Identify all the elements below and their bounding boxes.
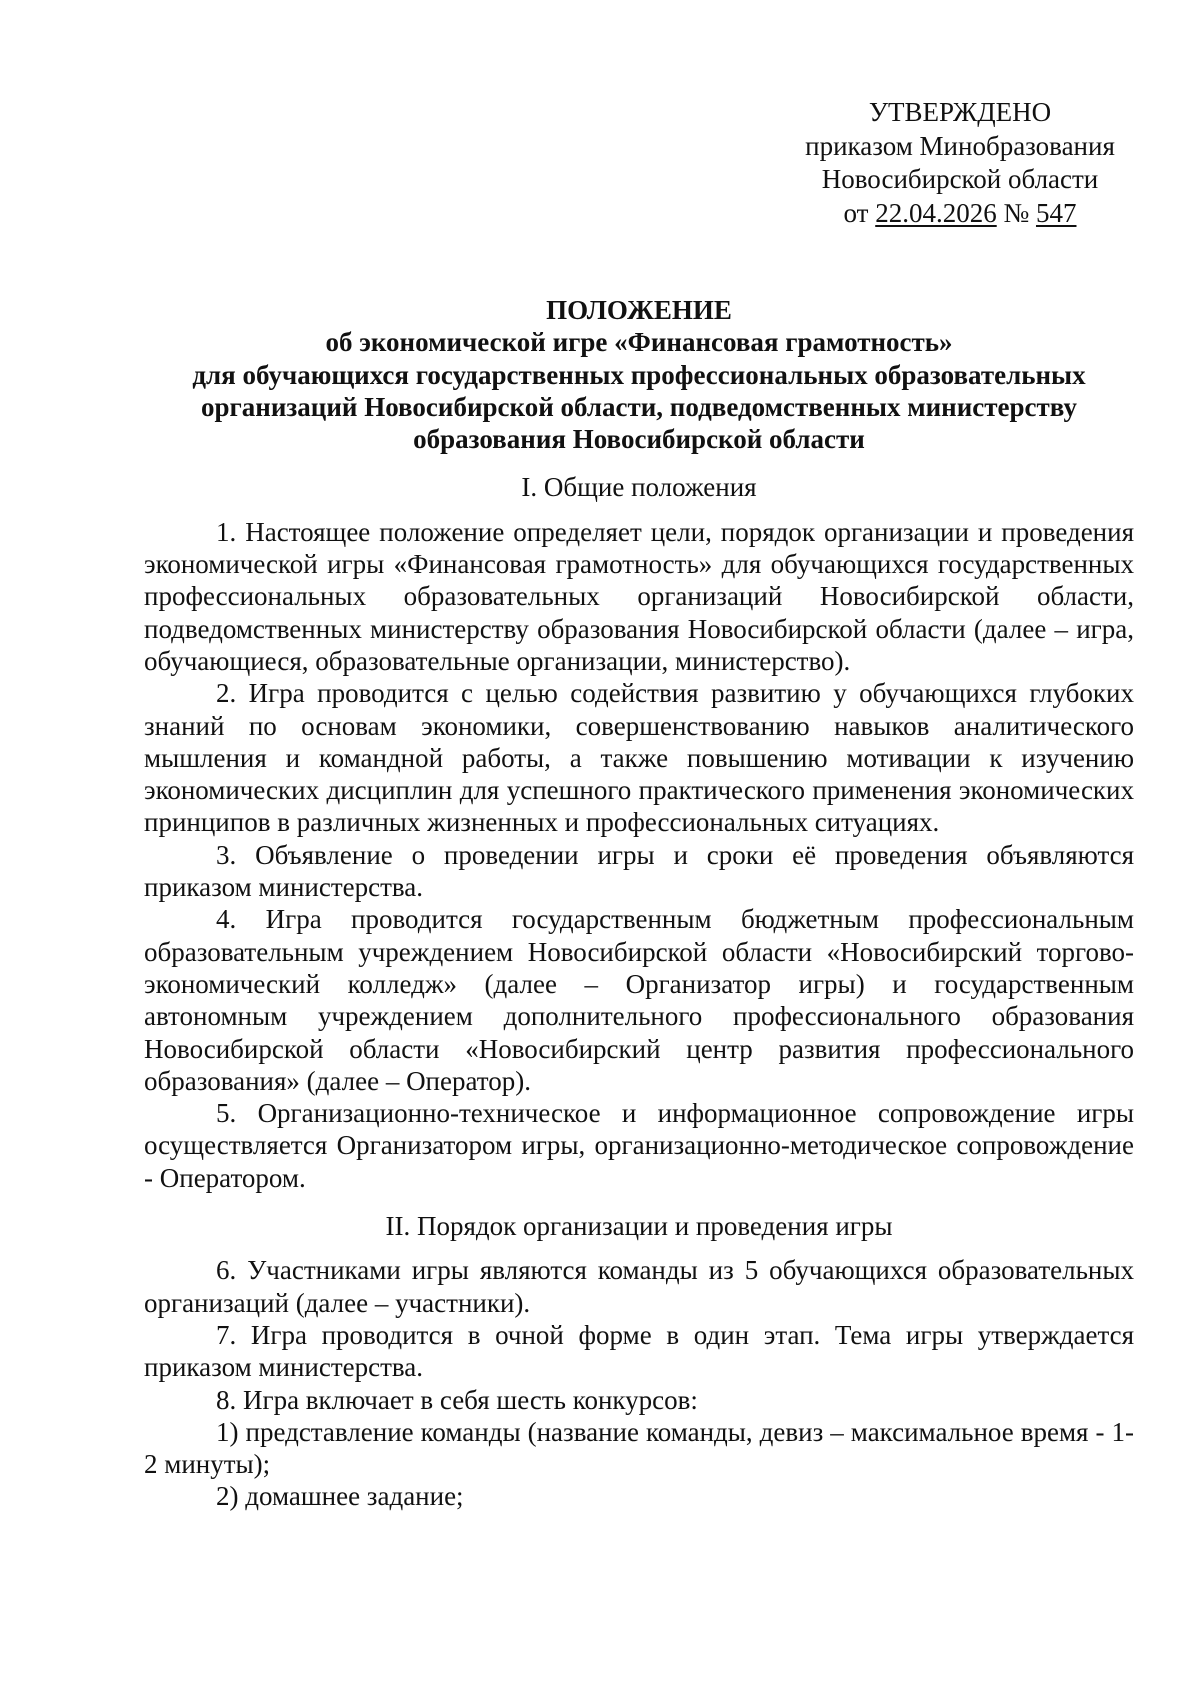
paragraph-8: 8. Игра включает в себя шесть конкурсов: — [216, 1384, 698, 1415]
paragraph-2: 2. Игра проводится с целью содействия развитию у обучающихся глубоких знаний по основам экономики, совершенствованию навыков аналитического мышления и командной работы, а также повышению мотивации к изучению экономических дисциплин для успешного практического применения экономических принципов в различных жизненных и профессиональных ситуациях. — [144, 678, 1134, 838]
title-line-2: об экономической игре «Финансовая грамотность» — [325, 327, 953, 358]
approval-number: 547 — [1035, 197, 1077, 228]
date-prefix: от — [843, 197, 869, 228]
document-title — [144, 294, 1134, 455]
paragraph-7: 7. Игра проводится в очной форме в один этап. Тема игры утверждается приказом министерства. — [144, 1319, 1134, 1383]
paragraph-4: 4. Игра проводится государственным бюджетным профессиональным образовательным учреждением Новосибирской области «Новосибирский торгово-экономический колледж» (далее – Организатор игры) и государственным автономным учреждением дополнительного профессионального образования Новосибирской области «Новосибирский центр развития профессионального образования» (далее – Оператор). — [144, 904, 1134, 1096]
paragraph-3: 3. Объявление о проведении игры и сроки её проведения объявляются приказом министерства. — [144, 839, 1134, 903]
section-heading-2: II. Порядок организации и проведения игры — [385, 1211, 893, 1242]
approval-order-line: приказом Минобразования — [805, 130, 1115, 161]
document-body — [144, 294, 1134, 1513]
title-line-1: ПОЛОЖЕНИЕ — [546, 295, 732, 325]
title-line-3: для обучающихся государственных профессиональных образовательных — [192, 359, 1086, 390]
approval-date: 22.04.2026 — [875, 197, 997, 228]
section-heading-1: I. Общие положения — [521, 472, 757, 503]
paragraph-5: 5. Организационно-техническое и информационное сопровождение игры осуществляется Организатором игры, организационно-методическое сопровождение - Оператором. — [144, 1098, 1134, 1193]
title-line-4: организаций Новосибирской области, подведомственных министерству — [201, 391, 1077, 422]
approval-date-line — [740, 197, 1180, 231]
number-prefix: № — [1003, 197, 1030, 228]
title-line-5: образования Новосибирской области — [413, 424, 865, 455]
approval-region-line: Новосибирской области — [821, 164, 1099, 194]
approval-heading: УТВЕРЖДЕНО — [868, 97, 1052, 127]
approval-stamp — [740, 96, 1180, 230]
paragraph-1: 1. Настоящее положение определяет цели, порядок организации и проведения экономической игры «Финансовая грамотность» для обучающихся государственных профессиональных образовательных организаций Новосибирской области, подведомственных министерству образования Новосибирской области (далее – игра, обучающиеся, образовательные организации, министерство). — [144, 516, 1134, 676]
list-item-2: 2) домашнее задание; — [216, 1481, 464, 1512]
list-item-1: 1) представление команды (название команды, девиз – максимальное время - 1-2 минуты); — [144, 1416, 1134, 1480]
paragraph-6: 6. Участниками игры являются команды из 5 обучающихся образовательных организаций (далее – участники). — [144, 1255, 1134, 1318]
